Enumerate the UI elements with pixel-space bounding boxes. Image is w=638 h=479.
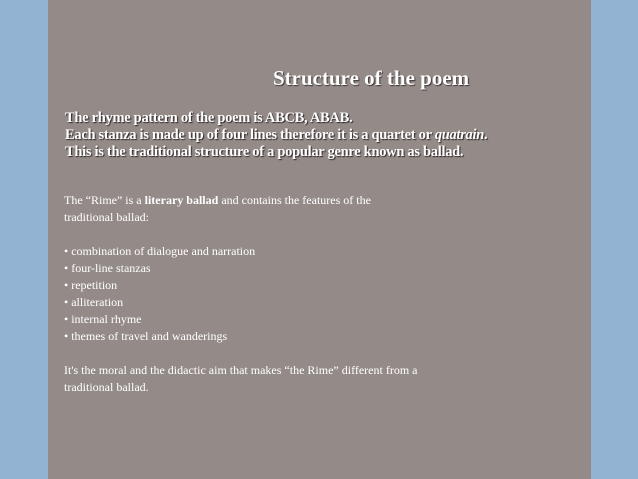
paragraph-1-suffix: and contains the features of the [218,193,371,207]
intro-line-2-prefix: Each stanza is made up of four lines therefore it is a quartet or [65,127,435,143]
paragraph-1 [64,192,534,209]
feature-list [64,243,534,345]
list-item: • combination of dialogue and narration [64,244,256,258]
list-item: • repetition [64,278,118,292]
paragraph-1-prefix: The “Rime” is a [64,193,145,207]
intro-line-1: The rhyme pattern of the poem is ABCB, ABAB. [65,110,353,126]
intro-block [65,110,487,161]
slide-title: Structure of the poem [273,66,470,90]
paragraph-1-bold: literary ballad [144,193,219,207]
list-item: • alliteration [64,295,124,309]
spacer [64,345,534,362]
paragraph-1-line-2: traditional ballad: [64,210,149,224]
list-item: • themes of travel and wanderings [64,329,228,343]
intro-line-2-italic: quatrain [434,127,484,143]
list-item: • four-line stanzas [64,261,151,275]
intro-line-3: This is the traditional structure of a popular genre known as ballad. [65,144,464,160]
paragraph-2-line-2: traditional ballad. [64,380,149,394]
paragraph-2-line-1: It's the moral and the didactic aim that makes “the Rime” different from a [64,363,418,377]
spacer [64,226,534,243]
intro-line-2 [65,127,487,144]
intro-line-2-suffix: . [484,127,488,143]
list-item: • internal rhyme [64,312,142,326]
body-text [64,192,534,396]
